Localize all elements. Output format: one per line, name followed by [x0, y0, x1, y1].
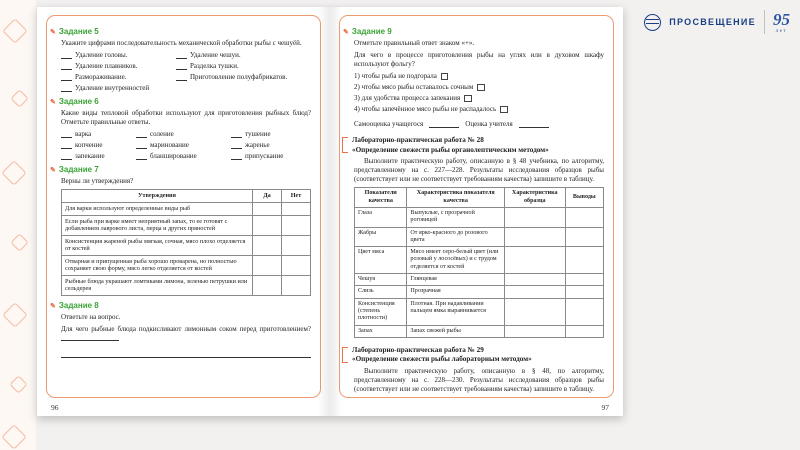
option-label: 4) чтобы запечённое мясо рыбы не распадалось — [354, 105, 497, 114]
yes-answer-cell[interactable] — [253, 235, 282, 255]
statements-header: Утверждения — [62, 190, 253, 203]
answer-blank[interactable] — [176, 74, 187, 81]
task6-item — [231, 141, 311, 149]
page-number-right: 97 — [601, 403, 609, 412]
answer-blank[interactable] — [61, 153, 72, 160]
lab28-row — [355, 247, 604, 274]
publisher-logo — [644, 10, 790, 34]
task5-intro — [61, 39, 311, 48]
task6-item-label: бланширование — [150, 152, 197, 161]
lab28-heading — [354, 136, 604, 155]
lab28-row — [355, 325, 604, 337]
option-label: 2) чтобы мясо рыбы оставалось сочным — [354, 83, 474, 92]
task5-item — [61, 84, 176, 92]
lab29-body-text: Выполните практическую работу, описанную в § 48, по алгоритму, представленному на с. 228—230. Результаты исследования образцов рыбы (соответствует или не соответствует требованиям качества) запишите в таблицу. — [354, 366, 604, 393]
task6-item — [61, 152, 136, 160]
ornament-icon — [2, 18, 27, 43]
no-answer-cell[interactable] — [282, 255, 311, 275]
task7-header-row — [62, 190, 311, 203]
publisher-emblem-icon — [644, 14, 661, 31]
task7-prompt-text: Верны ли утверждения? — [61, 177, 134, 186]
quality-indicators-header: Показатели качества — [355, 188, 407, 208]
task6-title: Задание 6 — [58, 97, 99, 107]
task9-option — [354, 72, 604, 80]
task6-item — [231, 152, 311, 160]
task5-item-label: Разделка тушки. — [190, 62, 239, 71]
yes-answer-cell[interactable] — [253, 255, 282, 275]
answer-blank[interactable] — [136, 131, 147, 138]
answer-checkbox[interactable] — [477, 84, 485, 92]
answer-blank[interactable] — [136, 153, 147, 160]
task5-item-label: Приготовление полуфабрикатов. — [190, 73, 288, 82]
lab28-table — [354, 187, 604, 338]
quality-characteristic-cell: Мясо имеет серо-белый цвет (или розовый у лососёвых) и с трудом отделяется от костей — [407, 247, 505, 274]
answer-blank[interactable] — [61, 85, 72, 92]
task6-item-label: соление — [150, 130, 174, 139]
lab28-body-text: Выполните практическую работу, описанную в § 48 учебника, по алгоритму, представленному на с. 227—228. Результаты исследования образцов рыбы (соответствует или не соответствует требованиям качества) запишите в таблицу. — [354, 157, 604, 184]
conclusion-answer-cell[interactable] — [565, 227, 603, 247]
task6-item-label: припускание — [245, 152, 284, 161]
conclusion-answer-cell[interactable] — [565, 274, 603, 286]
page-left-frame — [46, 15, 321, 398]
task5-item — [61, 73, 176, 81]
task6-item-label: маринование — [150, 141, 189, 150]
yes-answer-cell[interactable] — [253, 215, 282, 235]
sample-characteristic-header: Характеристика образца — [504, 188, 565, 208]
lab29-title: Лабораторно-практическая работа № 29 — [352, 345, 484, 354]
self-assessment-blank[interactable] — [429, 121, 459, 128]
answer-checkbox[interactable] — [441, 73, 449, 81]
lab28-row — [355, 227, 604, 247]
task5-list — [61, 51, 311, 92]
task6-item-label: жаренье — [245, 141, 270, 150]
lab28-subtitle: «Определение свежести рыбы органолептическим методом» — [352, 145, 549, 154]
lab29-heading — [354, 346, 604, 365]
lab28-row — [355, 298, 604, 325]
quality-characteristic-cell: Глянцевая — [407, 274, 505, 286]
pencil-icon: ✎ — [50, 99, 56, 107]
yes-answer-cell[interactable] — [253, 275, 282, 295]
answer-blank[interactable] — [61, 131, 72, 138]
answer-blank[interactable] — [176, 52, 187, 59]
lab28-title: Лабораторно-практическая работа № 28 — [352, 136, 484, 145]
lab29-body — [354, 367, 604, 394]
task6-item-label: запекание — [75, 152, 105, 161]
quality-indicator-cell: Запах — [355, 325, 407, 337]
self-assessment-label: Самооценка учащегося — [354, 120, 424, 129]
answer-blank[interactable] — [136, 142, 147, 149]
ornament-icon — [1, 160, 26, 185]
statement-cell: Если рыба при варке имеет неприятный запах, то ее готовят с добавлением лаврового листа, перца и других пряностей — [62, 215, 253, 235]
page-number-left: 96 — [51, 403, 59, 412]
page-right — [330, 7, 623, 416]
quality-indicator-cell: Чешуя — [355, 274, 407, 286]
lab28-row — [355, 207, 604, 227]
task7-row — [62, 215, 311, 235]
bracket-icon — [342, 137, 348, 153]
yes-header: Да — [253, 190, 282, 203]
ornament-icon — [1, 424, 26, 449]
task6-intro — [61, 109, 311, 127]
statement-cell: Отварная и припущенная рыба хорошо проварена, но полностью сохраняет свою форму, мясо легко отделяется от костей — [62, 255, 253, 275]
answer-checkbox[interactable] — [500, 106, 508, 114]
answer-blank[interactable] — [231, 153, 242, 160]
task6-item-label: варка — [75, 130, 92, 139]
assessment-row — [354, 120, 604, 128]
task7-row — [62, 255, 311, 275]
lab28-row — [355, 286, 604, 298]
task9-question — [354, 51, 604, 69]
quality-indicator-cell: Жабры — [355, 227, 407, 247]
quality-indicator-cell: Слизь — [355, 286, 407, 298]
answer-blank[interactable] — [231, 131, 242, 138]
answer-line[interactable] — [61, 334, 119, 341]
sample-answer-cell[interactable] — [504, 274, 565, 286]
ornament-icon — [10, 233, 28, 251]
answer-line[interactable] — [61, 347, 311, 358]
quality-indicator-cell: Глаза — [355, 207, 407, 227]
task5-item — [61, 62, 176, 70]
task6-item — [136, 130, 231, 138]
publisher-name: ПРОСВЕЩЕНИЕ — [669, 17, 756, 27]
lab29-subtitle: «Определение свежести рыбы лабораторным методом» — [352, 355, 532, 364]
task8-title: Задание 8 — [58, 301, 99, 310]
pencil-icon: ✎ — [50, 303, 56, 310]
task7-prompt — [61, 177, 311, 186]
task5-item-label: Удаление плавников. — [75, 62, 138, 71]
task7-table — [61, 189, 311, 296]
task7-heading — [50, 165, 311, 175]
quality-characteristic-cell: Запах свежей рыбы — [407, 325, 505, 337]
task5-item-label: Удаление внутренностей — [75, 84, 150, 93]
task9-question-text: Для чего в процессе приготовления рыбы на углях или в духовом шкафу используют фольгу? — [354, 51, 604, 69]
task5-heading — [50, 27, 311, 36]
anniversary-caption: лет — [775, 28, 788, 34]
ornament-icon — [9, 375, 27, 393]
task5-item — [176, 62, 311, 70]
task8-heading — [50, 301, 311, 310]
anniversary-number: 95 — [773, 9, 790, 29]
no-answer-cell[interactable] — [282, 215, 311, 235]
task6-item-label: тушение — [245, 130, 271, 139]
sample-answer-cell[interactable] — [504, 207, 565, 227]
task6-intro-text: Какие виды тепловой обработки используют для приготовления рыбных блюд? Отметьте правильные ответы. — [61, 109, 311, 127]
option-label: 1) чтобы рыба не подгорала — [354, 72, 437, 81]
quality-indicator-cell: Цвет мяса — [355, 247, 407, 274]
sample-answer-cell[interactable] — [504, 298, 565, 325]
sample-answer-cell[interactable] — [504, 286, 565, 298]
task5-item-label: Удаление головы. — [75, 51, 128, 60]
statement-cell: Консистенция жареной рыбы мягкая, сочная, мясо плохо отделяется от костей — [62, 235, 253, 255]
quality-characteristic-header: Характеристика показателя качества — [407, 188, 505, 208]
sample-answer-cell[interactable] — [504, 227, 565, 247]
quality-characteristic-cell: От ярко-красного до розового цвета — [407, 227, 505, 247]
task7-row — [62, 202, 311, 215]
lab28-body — [354, 157, 604, 184]
task5-item — [176, 51, 311, 59]
teacher-assessment-label: Оценка учителя — [465, 120, 513, 129]
logo-divider — [764, 10, 765, 34]
task5-item — [61, 51, 176, 59]
answer-blank[interactable] — [61, 63, 72, 70]
quality-characteristic-cell: Плотная. При надавливании пальцем ямка выравнивается — [407, 298, 505, 325]
answer-blank[interactable] — [231, 142, 242, 149]
no-header: Нет — [282, 190, 311, 203]
lab28-row — [355, 274, 604, 286]
task6-item-label: копчение — [75, 141, 103, 150]
task6-item — [231, 130, 311, 138]
pencil-icon: ✎ — [343, 29, 349, 36]
task8-prompt — [61, 313, 311, 322]
task5-item-label: Размораживание. — [75, 73, 127, 82]
no-answer-cell[interactable] — [282, 275, 311, 295]
task9-title: Задание 9 — [351, 27, 392, 36]
bracket-icon — [342, 347, 348, 363]
conclusion-answer-cell[interactable] — [565, 207, 603, 227]
conclusion-answer-cell[interactable] — [565, 286, 603, 298]
pencil-icon: ✎ — [50, 29, 56, 36]
task7-row — [62, 235, 311, 255]
no-answer-cell[interactable] — [282, 235, 311, 255]
task5-title: Задание 5 — [58, 27, 99, 36]
task9-option — [354, 94, 604, 102]
conclusion-answer-cell[interactable] — [565, 325, 603, 337]
task7-row — [62, 275, 311, 295]
task6-item — [61, 141, 136, 149]
teacher-assessment-blank[interactable] — [519, 121, 549, 128]
pencil-icon: ✎ — [50, 167, 56, 175]
task8-question-text: Для чего рыбные блюда подкисливают лимонным соком перед приготовлением? — [61, 325, 311, 334]
task8-question — [61, 325, 311, 344]
ornament-strip — [0, 0, 36, 450]
conclusion-answer-cell[interactable] — [565, 298, 603, 325]
sample-answer-cell[interactable] — [504, 247, 565, 274]
answer-blank[interactable] — [61, 52, 72, 59]
answer-blank[interactable] — [176, 63, 187, 70]
answer-blank[interactable] — [61, 74, 72, 81]
task6-heading — [50, 97, 311, 107]
sample-answer-cell[interactable] — [504, 325, 565, 337]
anniversary-logo — [773, 11, 790, 34]
conclusion-answer-cell[interactable] — [565, 247, 603, 274]
quality-characteristic-cell: Прозрачная — [407, 286, 505, 298]
no-answer-cell[interactable] — [282, 202, 311, 215]
page-right-frame — [339, 15, 614, 398]
book-spread — [37, 7, 623, 416]
answer-checkbox[interactable] — [464, 95, 472, 103]
task9-option — [354, 105, 604, 113]
conclusions-header: Выводы — [565, 188, 603, 208]
task9-heading — [343, 27, 604, 36]
ornament-icon — [2, 302, 27, 327]
task9-option — [354, 83, 604, 91]
task7-title: Задание 7 — [58, 165, 99, 175]
task5-item-label: Удаление чешуи. — [190, 51, 241, 60]
quality-characteristic-cell: Выпуклые, с прозрачной роговицей — [407, 207, 505, 227]
statement-cell: Для варки используют определенные виды рыб — [62, 202, 253, 215]
task5-item — [176, 73, 311, 81]
page-left — [37, 7, 330, 416]
option-label: 3) для удобства процесса запекания — [354, 94, 461, 103]
task5-intro-text: Укажите цифрами последовательность механической обработки рыбы с чешуёй. — [61, 39, 302, 47]
answer-blank[interactable] — [61, 142, 72, 149]
task6-item — [136, 141, 231, 149]
quality-indicator-cell: Консистенция (степень плотности) — [355, 298, 407, 325]
task9-intro — [354, 39, 604, 48]
yes-answer-cell[interactable] — [253, 202, 282, 215]
task6-item — [136, 152, 231, 160]
task6-list — [61, 130, 311, 160]
statement-cell: Рыбные блюда украшают ломтиками лимона, зеленью петрушки или сельдерея — [62, 275, 253, 295]
lab28-header-row — [355, 188, 604, 208]
task8-prompt-text: Ответьте на вопрос. — [61, 313, 121, 321]
task9-intro-text: Отметьте правильный ответ знаком «+». — [354, 39, 475, 47]
ornament-icon — [10, 89, 28, 107]
task6-item — [61, 130, 136, 138]
